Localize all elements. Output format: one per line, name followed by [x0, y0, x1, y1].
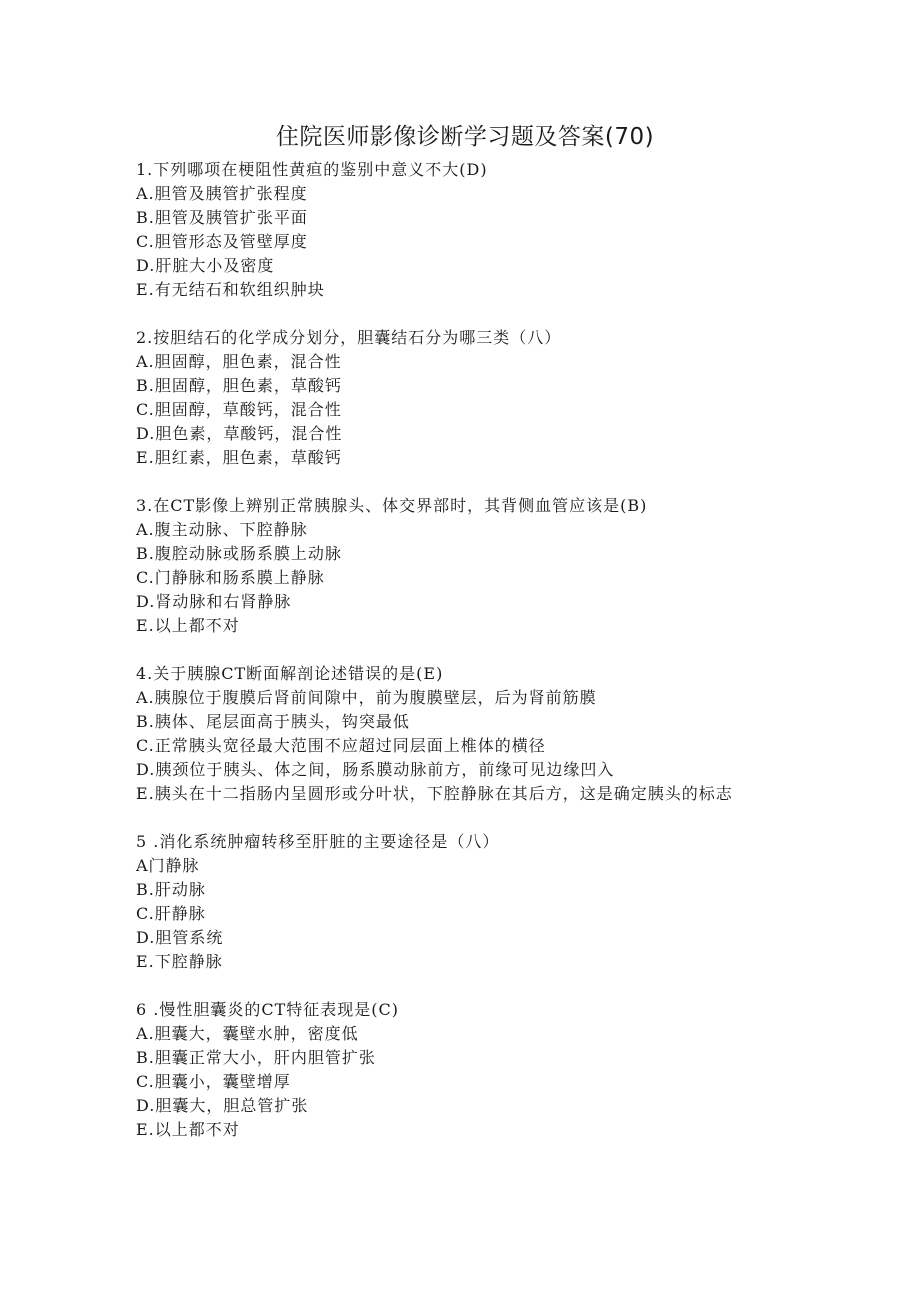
question-5 — [136, 830, 786, 974]
option-d: D.胆囊大，胆总管扩张 — [136, 1096, 309, 1115]
option-c: C.胆固醇，草酸钙，混合性 — [136, 400, 342, 419]
option-d: D.胆管系统 — [136, 928, 224, 947]
option-b: B.胆管及胰管扩张平面 — [136, 208, 308, 227]
question-stem: 2.按胆结石的化学成分划分，胆囊结石分为哪三类（八） — [136, 328, 562, 347]
option-d: D.胰颈位于胰头、体之间，肠系膜动脉前方，前缘可见边缘凹入 — [136, 760, 615, 779]
question-stem: 4.关于胰腺CT断面解剖论述错误的是(E) — [136, 664, 444, 683]
option-d: D.胆色素，草酸钙，混合性 — [136, 424, 343, 443]
question-stem: 6 .慢性胆囊炎的CT特征表现是(C) — [136, 1000, 399, 1019]
question-4 — [136, 662, 786, 806]
question-2 — [136, 326, 786, 470]
option-d: D.肾动脉和右肾静脉 — [136, 592, 292, 611]
option-c: C.胆囊小，囊壁增厚 — [136, 1072, 291, 1091]
option-c: C.正常胰头宽径最大范围不应超过同层面上椎体的横径 — [136, 736, 546, 755]
option-e: E.以上都不对 — [136, 616, 240, 635]
question-3 — [136, 494, 786, 638]
document-page — [136, 120, 786, 1166]
option-e: E.下腔静脉 — [136, 952, 223, 971]
option-a: A.胰腺位于腹膜后肾前间隙中，前为腹膜壁层，后为肾前筋膜 — [136, 688, 597, 707]
option-a: A.胆囊大，囊壁水肿，密度低 — [136, 1024, 359, 1043]
option-b: B.腹腔动脉或肠系膜上动脉 — [136, 544, 342, 563]
question-stem: 5 .消化系统肿瘤转移至肝脏的主要途径是（八） — [136, 832, 500, 851]
question-stem: 3.在CT影像上辨别正常胰腺头、体交界部时，其背侧血管应该是(B) — [136, 496, 648, 515]
option-a: A门静脉 — [136, 856, 200, 875]
option-e: E.胆红素，胆色素，草酸钙 — [136, 448, 342, 467]
option-b: B.胆固醇，胆色素，草酸钙 — [136, 376, 342, 395]
option-c: C.胆管形态及管壁厚度 — [136, 232, 308, 251]
question-6 — [136, 998, 786, 1142]
option-a: A.腹主动脉、下腔静脉 — [136, 520, 308, 539]
option-c: C.门静脉和肠系膜上静脉 — [136, 568, 325, 587]
option-a: A.胆固醇，胆色素，混合性 — [136, 352, 342, 371]
option-d: D.肝脏大小及密度 — [136, 256, 275, 275]
option-e: E.以上都不对 — [136, 1120, 240, 1139]
option-a: A.胆管及胰管扩张程度 — [136, 184, 308, 203]
document-title: 住院医师影像诊断学习题及答案(70) — [275, 124, 655, 150]
option-b: B.胰体、尾层面高于胰头，钩突最低 — [136, 712, 410, 731]
option-e: E.有无结石和软组织肿块 — [136, 280, 325, 299]
option-b: B.胆囊正常大小，肝内胆管扩张 — [136, 1048, 376, 1067]
option-b: B.肝动脉 — [136, 880, 206, 899]
option-e: E.胰头在十二指肠内呈圆形或分叶状，下腔静脉在其后方，这是确定胰头的标志 — [136, 784, 733, 803]
option-c: C.肝静脉 — [136, 904, 206, 923]
question-stem: 1.下列哪项在梗阻性黄疸的鉴别中意义不大(D) — [136, 160, 488, 179]
question-1 — [136, 158, 786, 302]
